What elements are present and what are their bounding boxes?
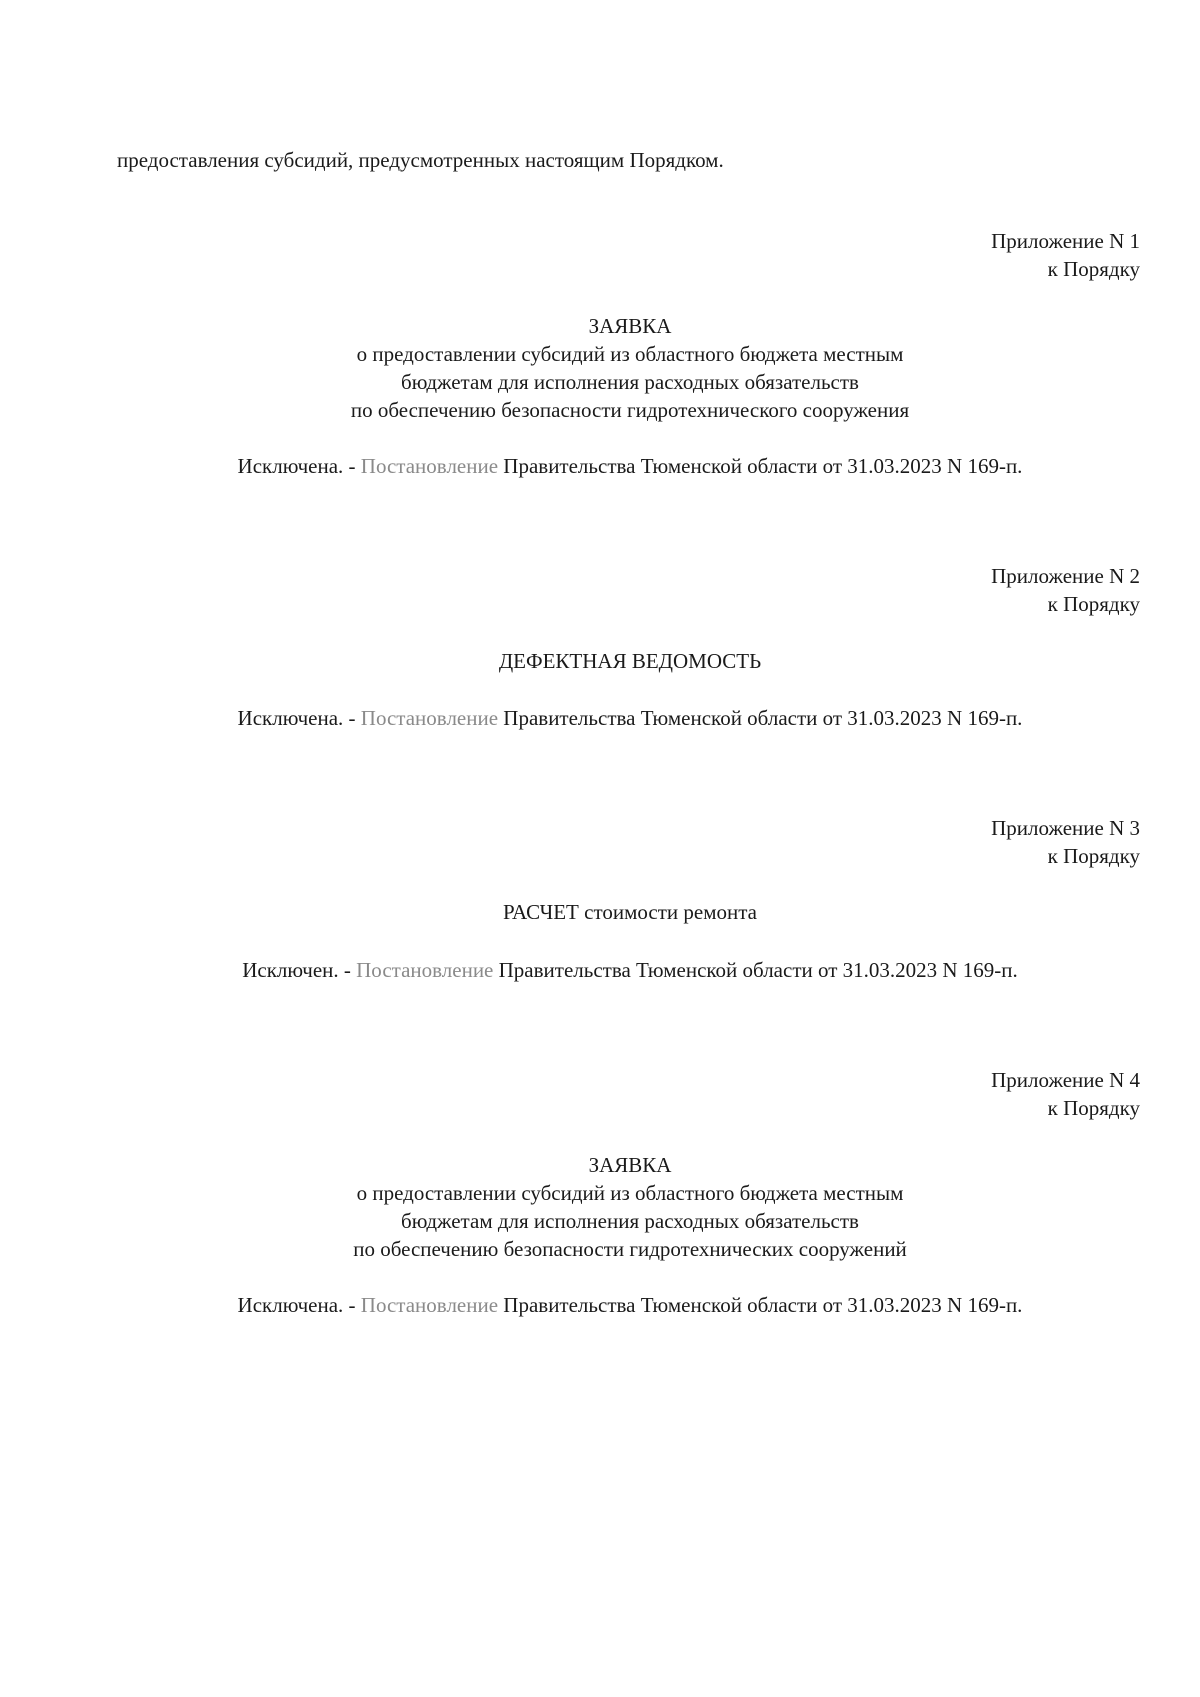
appendix-4-title: ЗАЯВКА xyxy=(588,1153,672,1177)
appendix-4-ref: к Порядку xyxy=(1047,1096,1140,1120)
appendix-1-subtitle-line-2: бюджетам для исполнения расходных обязательств xyxy=(401,370,859,394)
appendix-3-status xyxy=(0,956,1200,984)
appendix-1-status xyxy=(0,452,1200,480)
resolution-link[interactable]: Постановление xyxy=(356,958,494,982)
appendix-1-title: ЗАЯВКА xyxy=(588,314,672,338)
appendix-1-label: Приложение N 1 xyxy=(991,229,1140,253)
appendix-4-status xyxy=(0,1291,1200,1319)
appendix-4-subtitle-line-1: о предоставлении субсидий из областного бюджета местным xyxy=(356,1181,904,1205)
status-prefix: Исключена. - xyxy=(237,706,361,730)
appendix-4-label: Приложение N 4 xyxy=(991,1068,1140,1092)
appendix-4-subtitle-line-2: бюджетам для исполнения расходных обязательств xyxy=(401,1209,859,1233)
appendix-1-subtitle-line-1: о предоставлении субсидий из областного бюджета местным xyxy=(356,342,904,366)
appendix-2-status xyxy=(0,704,1200,732)
status-prefix: Исключена. - xyxy=(237,1293,361,1317)
status-suffix: Правительства Тюменской области от 31.03.2023 N 169-п. xyxy=(498,1293,1023,1317)
appendix-3-label: Приложение N 3 xyxy=(991,816,1140,840)
appendix-4-subtitle-line-3: по обеспечению безопасности гидротехнических сооружений xyxy=(353,1237,907,1261)
appendix-1-subtitle-line-3: по обеспечению безопасности гидротехнического сооружения xyxy=(350,398,910,422)
paragraph-tail: предоставления субсидий, предусмотренных настоящим Порядком. xyxy=(117,148,724,172)
resolution-link[interactable]: Постановление xyxy=(360,706,499,730)
appendix-2-label: Приложение N 2 xyxy=(991,564,1140,588)
appendix-3-title: РАСЧЕТ стоимости ремонта xyxy=(502,900,757,924)
appendix-1-ref: к Порядку xyxy=(1047,257,1140,281)
status-prefix: Исключена. - xyxy=(237,454,361,478)
status-suffix: Правительства Тюменской области от 31.03.2023 N 169-п. xyxy=(493,958,1018,982)
appendix-2-title: ДЕФЕКТНАЯ ВЕДОМОСТЬ xyxy=(498,649,762,673)
status-prefix: Исключен. - xyxy=(242,958,357,982)
status-suffix: Правительства Тюменской области от 31.03.2023 N 169-п. xyxy=(498,706,1023,730)
resolution-link[interactable]: Постановление xyxy=(360,454,499,478)
status-suffix: Правительства Тюменской области от 31.03.2023 N 169-п. xyxy=(498,454,1023,478)
appendix-2-ref: к Порядку xyxy=(1047,592,1140,616)
appendix-3-ref: к Порядку xyxy=(1047,844,1140,868)
resolution-link[interactable]: Постановление xyxy=(360,1293,499,1317)
